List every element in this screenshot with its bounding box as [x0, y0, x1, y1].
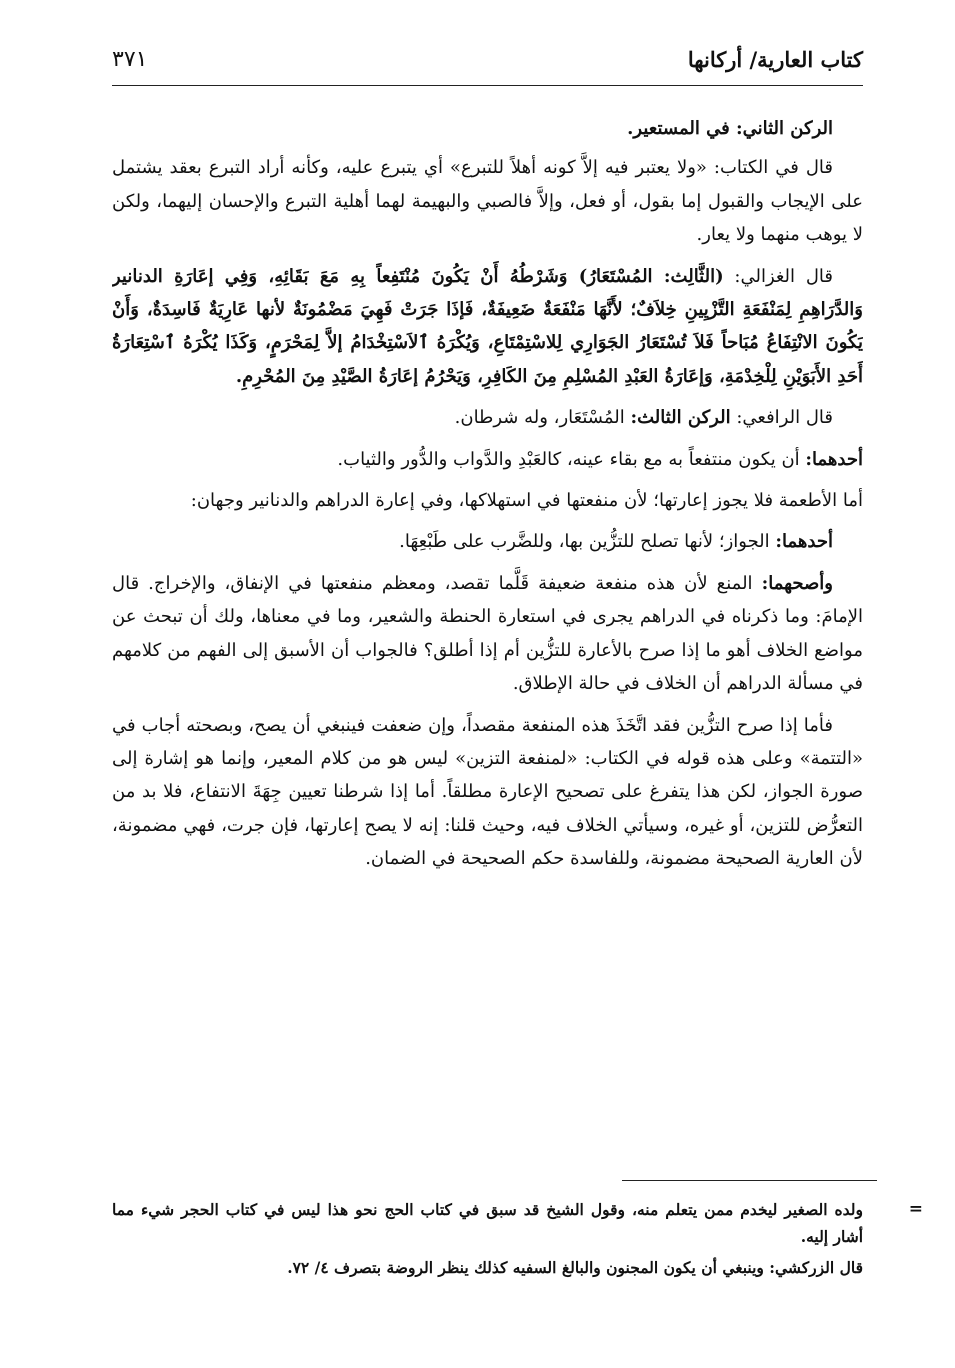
- footnotes: [112, 1196, 923, 1285]
- header-divider: [112, 85, 863, 86]
- footnote-1: [112, 1196, 923, 1250]
- ghazali-intro: قال الغزالي:: [723, 265, 833, 287]
- footnote-continuation-marker: =: [908, 1199, 923, 1219]
- sounder-view-label: وأصحهما:: [761, 572, 833, 594]
- paragraph-2: [112, 260, 863, 394]
- paragraph-5: أما الأطعمة فلا يجوز إعارتها؛ لأن منفعتها في استهلاكها، وفي إعارة الدراهم والدنانير وجهان:: [190, 490, 863, 512]
- paragraph-4: [112, 443, 863, 476]
- paragraph-8: فأما إذا صرح التزُّين فقد اتَّخَذَ هذه المنفعة مقصداً، وإن ضعفت فينبغي أن يصح، وبصحته أجاب في «التتمة» وعلى هذه قوله في الكتاب: «لمنفعة التزين» ليس هو من كلام المعير، وإنما هو إشارة إلى صورة الجواز، لكن هذا يتفرغ على تصحيح الإعارة مطلقاً. أما إذا شرطنا تعيين جِهَةَ الانتفاع، فلا بد من التعرُّض للتزين، أو غيره، وسيأتي الخلاف فيه، وحيث قلنا: إنه لا يصح إعارتها، فإن جرت، فهي مضمونة، لأن العارية الصحيحة مضمونة، وللفاسدة حكم الصحيحة في الضمان.: [112, 714, 863, 870]
- heading-label: الركن الثاني:: [735, 118, 833, 139]
- first-condition-label: أحدهما:: [805, 448, 863, 470]
- footnote-1-text: ولده الصغير ليخدم ممن يتعلم منه، وقول الشيخ قد سبق في كتاب الحج نحو هذا ليس في كتاب الحجر شيء مما أشار إليه.: [112, 1200, 863, 1246]
- sounder-view-text: المنع لأن هذه منفعة ضعيفة قَلَّما تقصد، ومعظم منفعتها في الإنفاق، والإخراج. قال الإمامَ: وما ذكرناه في الدراهم يجرى في استعارة الحنطة والشعير، وما في معناها، ولك أن تبحث عن مواضع الخلاف أهو ما إذا صرح بالأعارة للتزُّين أم إذا أطلق؟ فالجواب أن الأسبق إلى الفهم من كلامهم في مسألة الدراهم أن الخلاف في حالة الإطلاق.: [112, 572, 863, 695]
- footnote-2: قال الزركشي: وينبغي أن يكون المجنون والبالغ السفيه كذلك ينظر الروضة بتصرف ٤/ ٧٢.: [287, 1258, 863, 1277]
- section-heading: [112, 112, 863, 145]
- paragraph-3: [112, 401, 863, 434]
- paragraph-7: [112, 567, 863, 701]
- rafii-intro: قال الرافعي:: [730, 407, 833, 429]
- rukn-rest: المُسْتَعَار، وله شرطان.: [454, 407, 631, 429]
- heading-rest: في المستعير.: [627, 118, 736, 139]
- ghazali-matn: (الثَّالِث: المُسْتَعَارُ) وَشَرْطُهُ أَنْ يَكُونَ مُنْتَفِعاً بِهِ مَعَ بَقَائِهِ، وَفِي إعَارَةِ الدنانير وَالدَّرَاهِمِ لِمَنْفَعَةِ التَّزْيِينِ خِلاَفٌ؛ لأَنَّهَا مَنْفَعَةٌ ضَعِيفَةٌ، فَإذَا جَرَتْ فَهِيَ مَضْمُونَةٌ لأنها عَارِيَةٌ فَاسِدَةٌ، وَأَنْ يَكُونَ الانْتِفَاعُ مُبَاحاً فَلاَ تُسْتَعَارُ الجَوَارِي لِلاسْتِمْتَاعِ، وَيُكْرَهُ ٱلاَسْتِخْدَامُ إلاَّ لِمَحْرَمٍ، وَكَذَا يُكْرَهُ ٱسْتِعَارَةُ أَحَدِ الأَبَوَيْنِ لِلْخِدْمَةِ، وَإعَارَةُ العَبْدِ المُسْلِمِ مِنَ الكَافِرِ، وَيَحْرُمُ إعَارَةُ الصَّيْدِ مِنَ المُحْرِمِ.: [112, 265, 863, 387]
- page-number: ٣٧١: [112, 47, 148, 72]
- main-text: [112, 112, 863, 1157]
- running-header: [112, 38, 863, 82]
- first-view-text: الجواز؛ لأنها تصلح للتزُّين بها، وللضَّرب على طَبْعِهَا.: [399, 531, 776, 553]
- first-view-label: أحدهما:: [775, 531, 833, 553]
- first-condition-text: أن يكون منتفعاً به مع بقاء عينه، كالعَبْدِ والدَّواب والدُّور والثياب.: [337, 448, 806, 470]
- paragraph-6: [112, 525, 863, 558]
- paragraph-1: قال في الكتاب: «ولا يعتبر فيه إلاَّ كونه أهلاً للتبرع» أي يتبرع عليه، وكأنه أراد التبرع بعقد يشتمل على الإيجاب والقبول إما بقول، أو فعل، وإلاَّ فالصبي والبهيمة لهما أهلية التبرع والإحسان إليهما، ولكن لا يوهب منهما ولا يعار.: [112, 157, 863, 246]
- chapter-title: كتاب العارية/ أركانها: [687, 47, 863, 72]
- footnote-divider: [622, 1180, 877, 1181]
- rukn-label: الركن الثالث:: [630, 407, 731, 429]
